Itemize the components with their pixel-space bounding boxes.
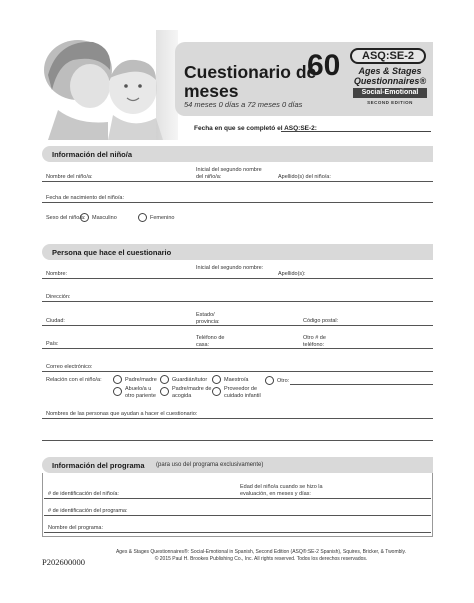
radio-maestro[interactable] bbox=[212, 375, 221, 384]
radio-otro[interactable] bbox=[265, 376, 274, 385]
logo-line1: Ages & Stages bbox=[358, 66, 422, 76]
option-proveedor: Proveedor de cuidado infantil bbox=[224, 386, 261, 399]
child-last-name-label: Apellido(s) del niño/a: bbox=[278, 174, 331, 180]
child-id-age-field[interactable] bbox=[44, 498, 431, 499]
relationship-label: Relación con el niño/a: bbox=[46, 377, 102, 383]
parent-child-photo bbox=[38, 30, 178, 140]
logo-social-emotional-bar: Social-Emotional bbox=[353, 88, 427, 98]
home-phone-label: Teléfono de casa: bbox=[196, 335, 225, 348]
radio-femenino[interactable] bbox=[138, 213, 147, 222]
option-acogida: Padre/madre de acogida bbox=[172, 386, 212, 399]
address-label: Dirección: bbox=[46, 294, 71, 300]
child-first-name-label: Nombre del niño/a: bbox=[46, 174, 93, 180]
option-masculino-label: Masculino bbox=[92, 215, 117, 221]
completion-date-label: Fecha en que se completó el ASQ:SE-2: bbox=[194, 125, 317, 132]
program-use-note: (para uso del programa exclusivamente) bbox=[156, 462, 264, 468]
radio-masculino[interactable] bbox=[80, 213, 89, 222]
option-guardian: Guardián/tutor bbox=[172, 377, 208, 383]
email-field[interactable] bbox=[42, 371, 433, 372]
city-state-postal-field[interactable] bbox=[42, 325, 433, 326]
option-femenino-label: Femenino bbox=[150, 215, 175, 221]
child-birthdate-label: Fecha de nacimiento del niño/a: bbox=[46, 195, 124, 201]
age-range-subtitle: 54 meses 0 días a 72 meses 0 días bbox=[184, 100, 303, 109]
radio-acogida[interactable] bbox=[160, 387, 169, 396]
option-abuelo: Abuelo/a u otro pariente bbox=[125, 386, 156, 399]
child-birthdate-field[interactable] bbox=[42, 202, 433, 203]
helpers-field-1[interactable] bbox=[42, 418, 433, 419]
child-middle-initial-label: Inicial del segundo nombre del niño/a: bbox=[196, 167, 262, 180]
title-line2: meses bbox=[184, 81, 239, 101]
logo-line2: Questionnaires® bbox=[353, 76, 427, 86]
footer-line2: © 2015 Paul H. Brookes Publishing Co., Inc. All rights reserved. Todos los derechos reservados. bbox=[154, 555, 368, 562]
city-label: Ciudad: bbox=[46, 318, 65, 324]
program-info-title: Información del programa bbox=[52, 461, 145, 470]
radio-padre-madre[interactable] bbox=[113, 375, 122, 384]
program-id-field[interactable] bbox=[44, 515, 431, 516]
program-id-label: # de identificación del programa: bbox=[48, 508, 128, 514]
child-age-label: Edad del niño/a cuando se hizo la evaluación, en meses y días: bbox=[240, 484, 323, 497]
form-code: P202600000 bbox=[42, 557, 85, 567]
asq-logo: ASQ:SE-2 bbox=[350, 48, 426, 64]
respondent-last-name-label: Apellido(s): bbox=[278, 271, 306, 277]
helpers-label: Nombres de las personas que ayudan a hacer el cuestionario: bbox=[46, 411, 198, 417]
country-phone-field[interactable] bbox=[42, 348, 433, 349]
logo-edition: SECOND EDITION bbox=[367, 100, 413, 105]
page-title bbox=[184, 63, 316, 101]
radio-proveedor[interactable] bbox=[212, 387, 221, 396]
email-label: Correo electrónico: bbox=[46, 364, 93, 370]
address-field[interactable] bbox=[42, 301, 433, 302]
child-info-title: Información del niño/a bbox=[52, 150, 133, 159]
postal-code-label: Código postal: bbox=[303, 318, 339, 324]
option-otro: Otro: bbox=[277, 378, 290, 384]
respondent-title: Persona que hace el cuestionario bbox=[52, 248, 172, 257]
respondent-name-label: Nombre: bbox=[46, 271, 68, 277]
option-padre-madre: Padre/madre bbox=[125, 377, 157, 383]
other-phone-label: Otro # de teléfono: bbox=[303, 335, 326, 348]
child-id-label: # de identificación del niño/a: bbox=[48, 491, 119, 497]
child-name-field[interactable] bbox=[42, 181, 433, 182]
respondent-middle-initial-label: Inicial del segundo nombre: bbox=[196, 265, 264, 271]
option-maestro: Maestro/a bbox=[224, 377, 249, 383]
country-label: País: bbox=[46, 341, 59, 347]
radio-abuelo[interactable] bbox=[113, 387, 122, 396]
helpers-field-2[interactable] bbox=[42, 440, 433, 441]
logo-text bbox=[352, 66, 428, 86]
child-sex-label: Sexo del niño/a: bbox=[46, 215, 86, 221]
state-label: Estado/ provincia: bbox=[196, 312, 220, 325]
radio-guardian[interactable] bbox=[160, 375, 169, 384]
program-name-field[interactable] bbox=[44, 532, 431, 533]
footer-line1: Ages & Stages Questionnaires®: Social-Emotional in Spanish, Second Edition (ASQ®:SE-2 Spanish), Squires, Bricker, & Twombly. bbox=[115, 549, 407, 555]
title-line1: Cuestionario de bbox=[184, 62, 317, 82]
completion-date-field[interactable] bbox=[281, 131, 431, 132]
copyright-footer bbox=[96, 549, 426, 562]
other-relationship-field[interactable] bbox=[290, 384, 433, 385]
respondent-name-field[interactable] bbox=[42, 278, 433, 279]
age-interval-number: 60 bbox=[307, 49, 341, 82]
program-name-label: Nombre del programa: bbox=[48, 525, 104, 531]
